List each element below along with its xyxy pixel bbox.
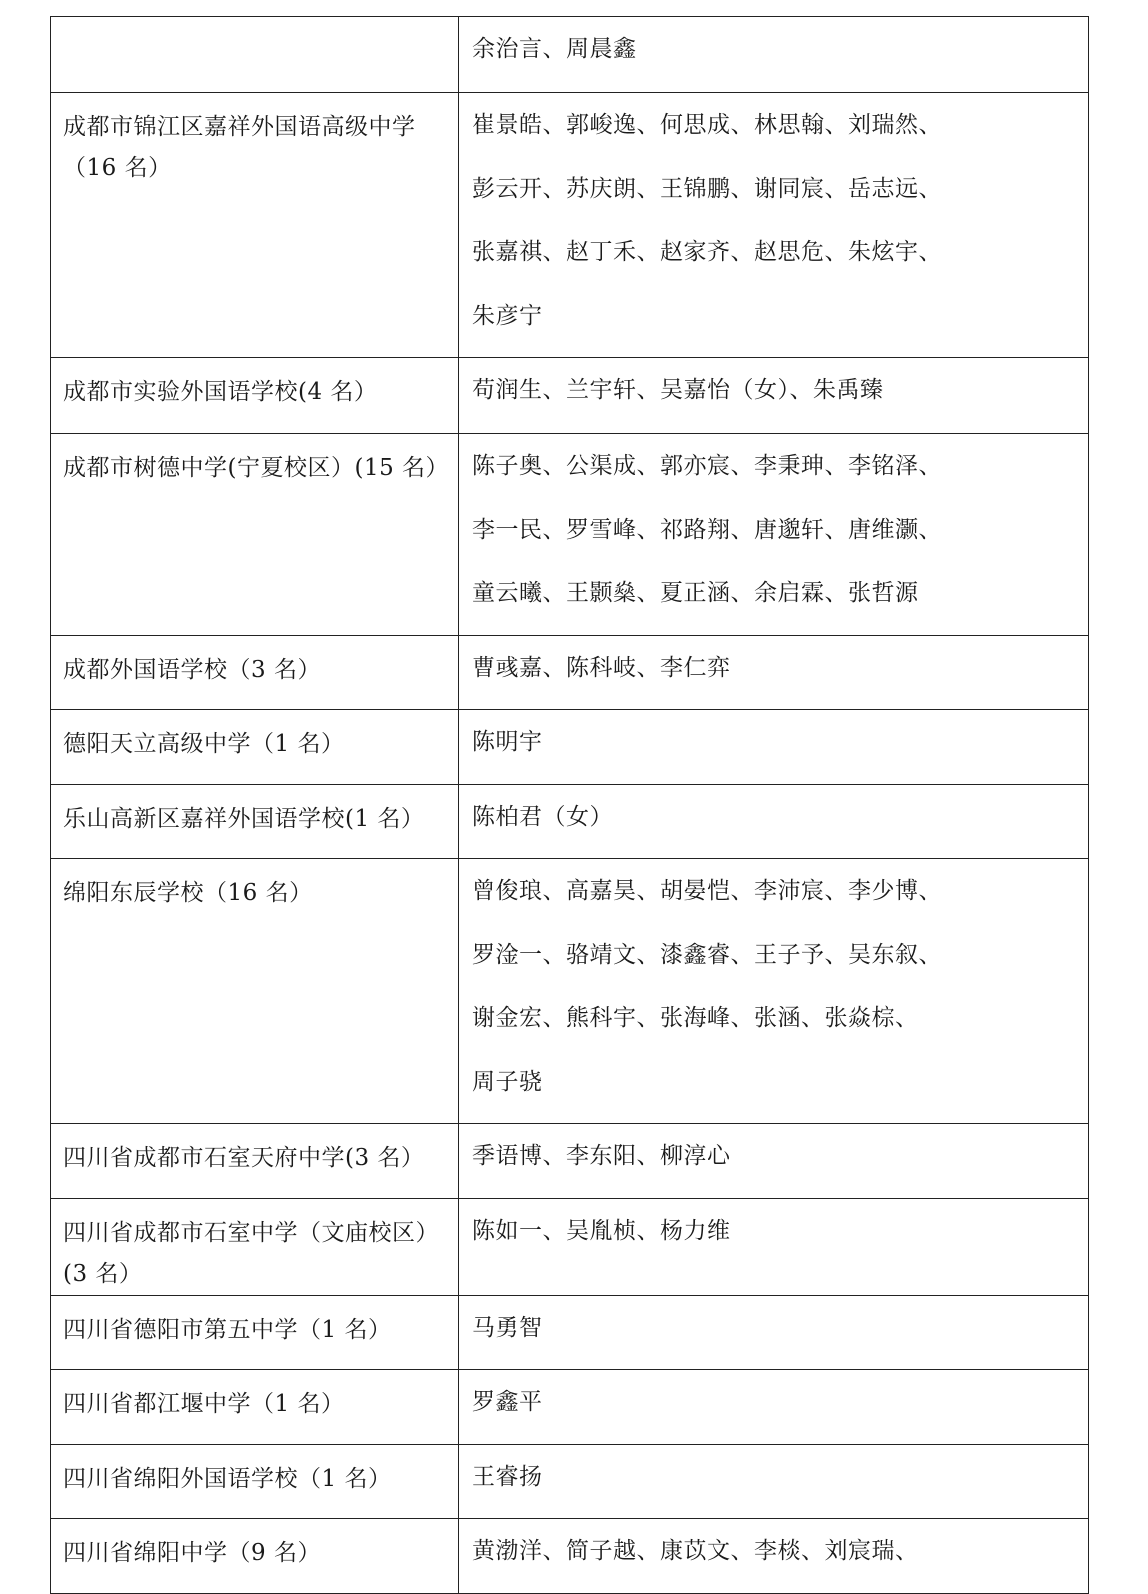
roster-body [51,17,1089,1594]
name-list-line: 马勇智 [472,1314,543,1341]
table-row [51,1370,1089,1445]
names-cell [459,1198,1089,1295]
names-cell [459,434,1089,636]
name-list-line: 张嘉祺、赵丁禾、赵家齐、赵思危、朱炫宇、 [472,239,942,265]
name-list-line: 余治言、周晨鑫 [472,36,637,62]
table-row [51,1519,1089,1594]
name-list-line: 王睿扬 [472,1463,543,1490]
school-cell: 绵阳东辰学校（16 名） [51,859,459,1124]
school-cell: 成都市实验外国语学校(4 名） [51,358,459,434]
names-cell [459,1370,1089,1445]
names-cell [459,17,1089,93]
school-cell: 成都市锦江区嘉祥外国语高级中学（16 名） [51,93,459,358]
name-list-line: 朱彦宁 [472,302,543,329]
table-row [51,635,1089,710]
name-list-line: 罗淦一、骆靖文、漆鑫睿、王子予、吴东叙、 [472,941,942,968]
names-cell [459,1519,1089,1594]
table-row [51,358,1089,434]
name-list-line: 李一民、罗雪峰、祁路翔、唐邈轩、唐维灏、 [472,516,942,543]
table-row [51,859,1089,1124]
name-list-line: 陈子奥、公渠成、郭亦宸、李秉珅、李铭泽、 [472,453,942,479]
name-list-line: 苟润生、兰宇轩、吴嘉怡（女）、朱禹臻 [472,377,884,403]
names-cell [459,1295,1089,1370]
names-cell [459,710,1089,785]
table-row [51,1444,1089,1519]
names-cell [459,358,1089,434]
table-row [51,434,1089,636]
school-cell: 乐山高新区嘉祥外国语学校(1 名） [51,784,459,859]
table-row [51,1124,1089,1199]
names-cell [459,1124,1089,1199]
names-cell [459,784,1089,859]
school-cell: 成都外国语学校（3 名） [51,635,459,710]
school-cell: 四川省德阳市第五中学（1 名） [51,1295,459,1370]
names-cell [459,635,1089,710]
name-list-line: 童云曦、王颢燊、夏正涵、余启霖、张哲源 [472,580,919,606]
name-list-line: 罗鑫平 [472,1389,543,1415]
table-row [51,1198,1089,1295]
name-list-line: 谢金宏、熊科宇、张海峰、张涵、张焱棕、 [472,1005,919,1031]
name-list-line: 陈明宇 [472,729,543,755]
names-cell [459,93,1089,358]
school-cell: 四川省绵阳中学（9 名） [51,1519,459,1594]
award-roster-table [50,16,1089,1594]
names-cell [459,859,1089,1124]
school-cell: 德阳天立高级中学（1 名） [51,710,459,785]
school-cell: 四川省都江堰中学（1 名） [51,1370,459,1445]
table-row [51,1295,1089,1370]
name-list-line: 曹彧嘉、陈科岐、李仁弈 [472,654,731,681]
name-list-line: 黄渤洋、简子越、康苡文、李棪、刘宸瑞、 [472,1538,919,1564]
name-list-line: 崔景皓、郭峻逸、何思成、林思翰、刘瑞然、 [472,112,942,138]
school-cell: 四川省成都市石室中学（文庙校区）(3 名） [51,1198,459,1295]
name-list-line: 周子骁 [472,1068,543,1095]
name-list-line: 彭云开、苏庆朗、王锦鹏、谢同宸、岳志远、 [472,175,942,202]
name-list-line: 陈如一、吴胤桢、杨力维 [472,1217,731,1244]
name-list-line: 季语博、李东阳、柳淳心 [472,1143,731,1169]
names-cell [459,1444,1089,1519]
table-row [51,17,1089,93]
school-cell [51,17,459,93]
table-row [51,93,1089,358]
school-cell: 四川省成都市石室天府中学(3 名） [51,1124,459,1199]
school-cell: 成都市树德中学(宁夏校区）(15 名） [51,434,459,636]
name-list-line: 陈柏君（女） [472,803,613,830]
name-list-line: 曾俊琅、高嘉昊、胡晏恺、李沛宸、李少博、 [472,878,942,904]
school-cell: 四川省绵阳外国语学校（1 名） [51,1444,459,1519]
table-row [51,710,1089,785]
table-row [51,784,1089,859]
